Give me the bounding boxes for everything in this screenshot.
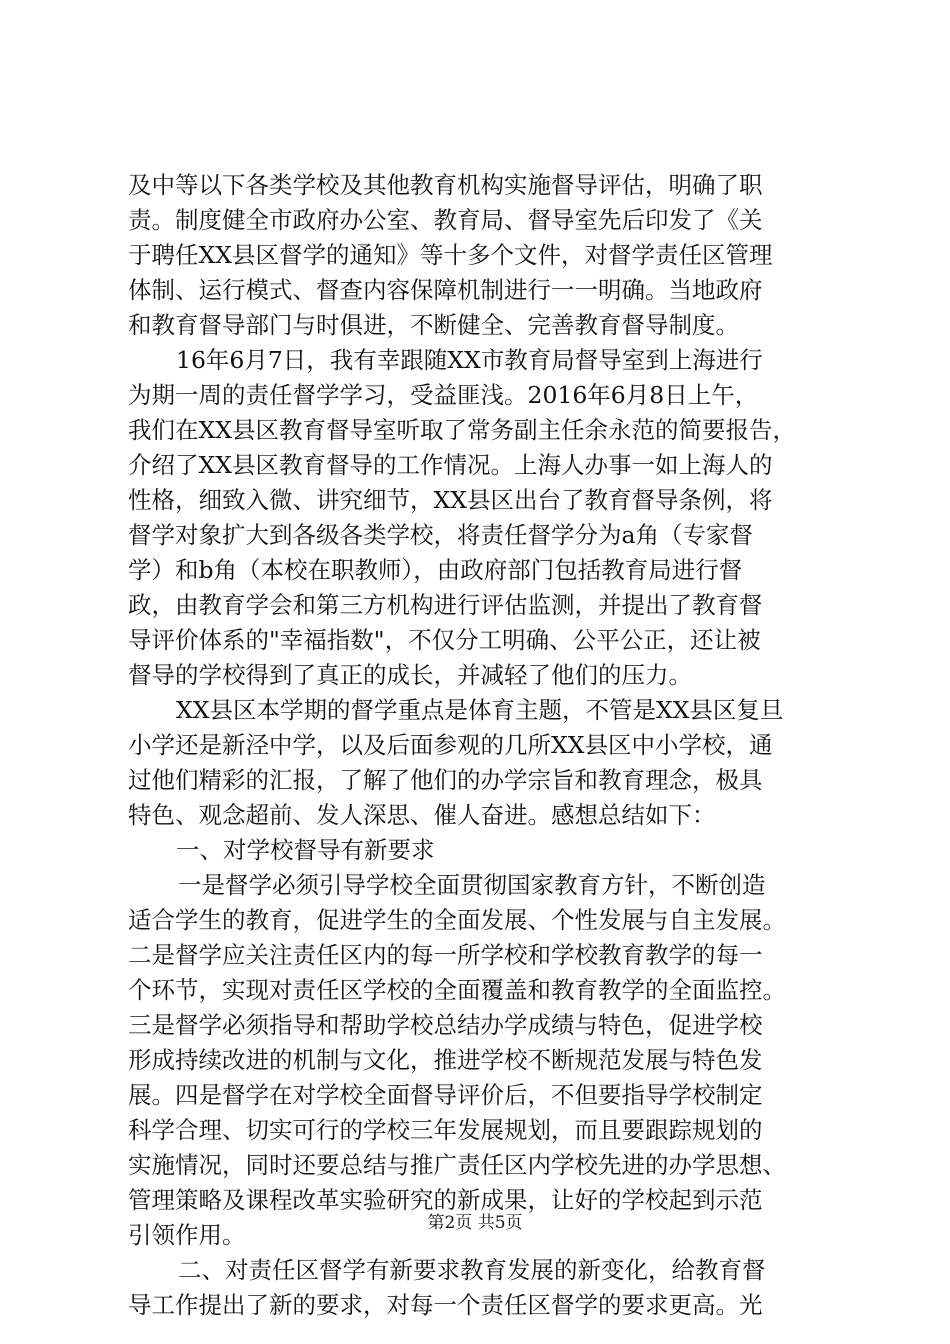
text-line: 引领作用。 (128, 1221, 246, 1249)
text-line: 导工作提出了新的要求，对每一个责任区督学的要求更高。光 (128, 1291, 763, 1319)
text-line: 过他们精彩的汇报，了解了他们的办学宗旨和教育理念，极具 (128, 766, 763, 794)
page-number-footer: 第2页 共5页 (427, 1213, 523, 1233)
text-line: 导评价体系的"幸福指数"，不仅分工明确、公平公正，还让被 (128, 626, 761, 654)
text-line: 科学合理、切实可行的学校三年发展规划，而且要跟踪规划的 (128, 1116, 763, 1144)
text-line: 适合学生的教育，促进学生的全面发展、个性发展与自主发展。 (128, 906, 786, 934)
paragraph-start-line: 16年6月7日，我有幸跟随XX市教育局督导室到上海进行 (176, 346, 763, 374)
text-line: 督导的学校得到了真正的成长，并减轻了他们的压力。 (128, 661, 692, 689)
text-line: 二是督学应关注责任区内的每一所学校和学校教育教学的每一 (128, 941, 763, 969)
text-line: 于聘任XX县区督学的通知》等十多个文件，对督学责任区管理 (128, 241, 773, 269)
text-line: 体制、运行模式、督查内容保障机制进行一一明确。当地政府 (128, 276, 763, 304)
paragraph-start-line: XX县区本学期的督学重点是体育主题，不管是XX县区复旦 (176, 696, 784, 724)
section-heading: 二、对责任区督学有新要求教育发展的新变化，给教育督 (178, 1256, 766, 1284)
text-line: 形成持续改进的机制与文化，推进学校不断规范发展与特色发 (128, 1046, 763, 1074)
text-line: 实施情况，同时还要总结与推广责任区内学校先进的办学思想、 (128, 1151, 786, 1179)
text-line: 特色、观念超前、发人深思、催人奋进。感想总结如下： (128, 801, 716, 829)
text-line: 责。制度健全市政府办公室、教育局、督导室先后印发了《关 (128, 206, 763, 234)
body-text (128, 168, 834, 1323)
text-line: 三是督学必须指导和帮助学校总结办学成绩与特色，促进学校 (128, 1011, 763, 1039)
text-line: 为期一周的责任督学学习，受益匪浅。2016年6月8日上午， (128, 381, 759, 409)
text-line: 管理策略及课程改革实验研究的新成果，让好的学校起到示范 (128, 1186, 763, 1214)
text-line: 性格，细致入微、讲究细节，XX县区出台了教育督导条例，将 (128, 486, 773, 514)
text-line: 政，由教育学会和第三方机构进行评估监测，并提出了教育督 (128, 591, 763, 619)
text-line: 学）和b角（本校在职教师），由政府部门包括教育局进行督 (128, 556, 743, 584)
text-line: 介绍了XX县区教育督导的工作情况。上海人办事一如上海人的 (128, 451, 773, 479)
text-line: 督学对象扩大到各级各类学校，将责任督学分为a角（专家督 (128, 521, 754, 549)
text-line: 和教育督导部门与时俱进，不断健全、完善教育督导制度。 (128, 311, 739, 339)
text-line: 展。四是督学在对学校全面督导评价后，不但要指导学校制定 (128, 1081, 763, 1109)
section-heading: 一、对学校督导有新要求 (176, 836, 435, 864)
text-line: 及中等以下各类学校及其他教育机构实施督导评估，明确了职 (128, 171, 763, 199)
paragraph-start-line: 一是督学必须引导学校全面贯彻国家教育方针，不断创造 (178, 871, 766, 899)
text-line: 我们在XX县区教育督导室听取了常务副主任余永范的简要报告， (128, 416, 796, 444)
text-line: 小学还是新泾中学，以及后面参观的几所XX县区中小学校，通 (128, 731, 773, 759)
text-line: 个环节，实现对责任区学校的全面覆盖和教育教学的全面监控。 (128, 976, 786, 1004)
